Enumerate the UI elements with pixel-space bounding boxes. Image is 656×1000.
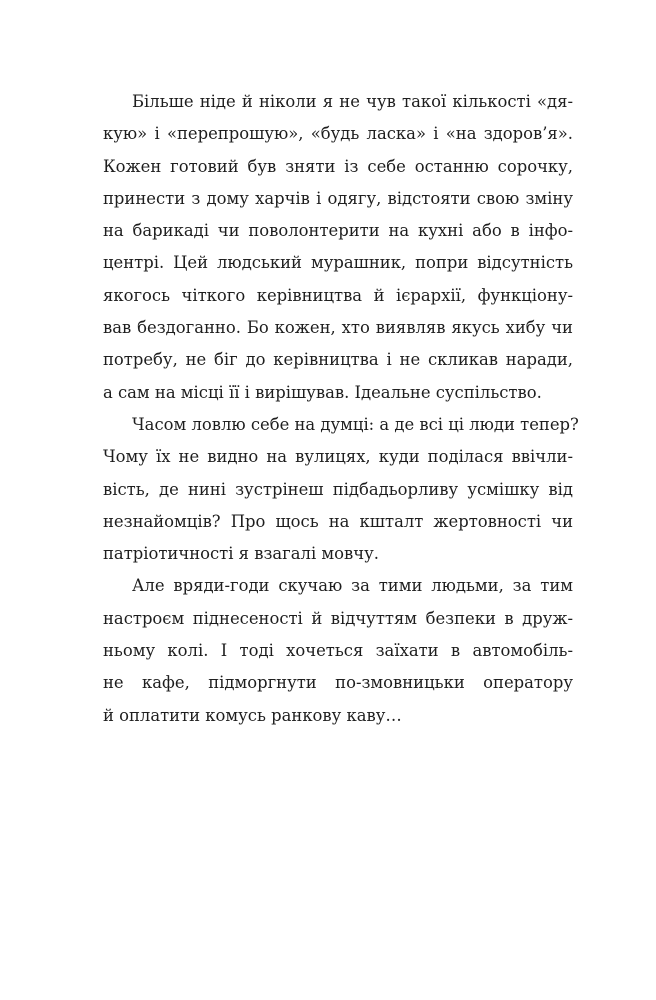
text-line: не кафе, підморгнути по-змовницьки оператору — [103, 673, 573, 693]
paragraph-3 — [103, 570, 573, 731]
text-line: принести з дому харчів і одягу, відстояти свою зміну — [103, 188, 573, 208]
text-line: ньому колі. І тоді хочеться заїхати в автомобіль- — [103, 641, 573, 661]
text-line: центрі. Цей людський мурашник, попри відсутність — [103, 253, 573, 273]
text-line: Часом ловлю себе на думці: а де всі ці люди тепер? — [132, 414, 579, 434]
text-line: потребу, не біг до керівництва і не скликав наради, — [103, 350, 573, 370]
text-line: вав бездоганно. Бо кожен, хто виявляв якусь хибу чи — [103, 318, 573, 338]
paragraph-2 — [103, 409, 579, 570]
text-line: Чому їх не видно на вулицях, куди поділася ввічли- — [103, 447, 573, 467]
text-line: Кожен готовий був зняти із себе останню сорочку, — [103, 156, 573, 176]
text-line: а сам на місці її і вирішував. Ідеальне суспільство. — [103, 382, 542, 402]
text-line: й оплатити комусь ранкову каву… — [103, 705, 402, 725]
text-line: Більше ніде й ніколи я не чув такої кількості «дя- — [132, 92, 573, 111]
text-line: на барикаді чи поволонтерити на кухні або в інфо- — [103, 221, 573, 241]
paragraph-1 — [103, 86, 573, 409]
text-line: незнайомців? Про щось на кшталт жертовності чи — [103, 511, 573, 531]
text-line: настроєм піднесеності й відчуттям безпеки в друж- — [103, 608, 573, 628]
text-line: якогось чіткого керівництва й ієрархії, функціону- — [103, 285, 573, 305]
text-line: Але вряди-годи скучаю за тими людьми, за тим — [132, 576, 573, 596]
text-line: вість, де нині зустрінеш підбадьорливу усмішку від — [103, 479, 573, 499]
text-line: кую» і «перепрошую», «будь ласка» і «на здоров’я». — [103, 124, 573, 144]
text-line: патріотичності я взагалі мовчу. — [103, 544, 379, 564]
body-text — [103, 86, 579, 732]
